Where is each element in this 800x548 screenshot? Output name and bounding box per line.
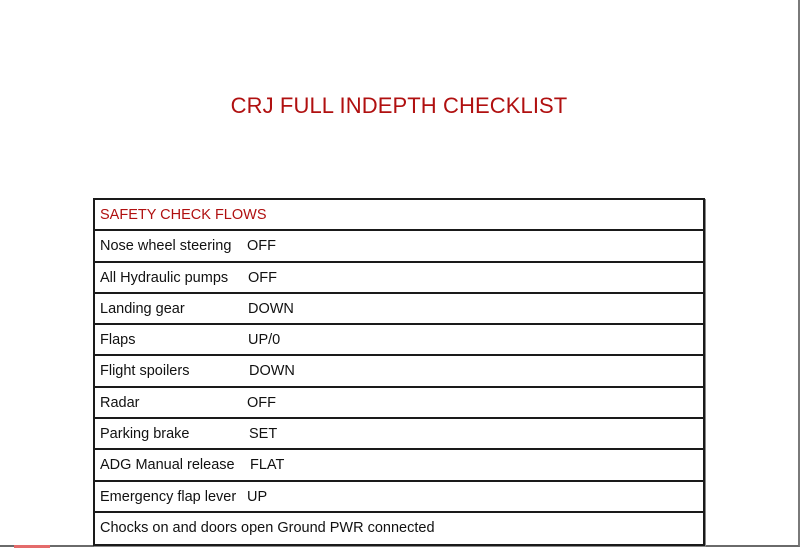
checklist-row [95,482,703,513]
checklist-item-value: UP [247,488,268,505]
checklist-item-value: OFF [248,269,277,286]
checklist-row [95,356,703,387]
checklist-item-label: Landing gear [100,300,185,317]
checklist-item-label: Emergency flap lever [100,488,237,505]
checklist-table [93,198,705,546]
checklist-item-label: Chocks on and doors open Ground PWR connected [100,519,435,536]
checklist-row [95,388,703,419]
checklist-item-value: DOWN [249,363,295,380]
checklist-row [95,231,703,262]
checklist-row [95,325,703,356]
checklist-item-label: Flaps [100,332,136,349]
checklist-item-value: OFF [247,238,276,255]
checklist-item-label: Radar [100,394,140,411]
checklist-item-value: UP/0 [248,332,281,349]
checklist-item-label: Flight spoilers [100,363,190,380]
checklist-item-label: Parking brake [100,426,190,443]
checklist-row [95,263,703,294]
checklist-item-label: All Hydraulic pumps [100,269,229,286]
checklist-row [95,419,703,450]
page-title: CRJ FULL INDEPTH CHECKLIST [230,93,568,118]
checklist-row [95,513,703,544]
section-header: SAFETY CHECK FLOWS [100,207,267,223]
checklist-item-label: Nose wheel steering [100,238,232,255]
checklist-item-value: SET [249,426,278,443]
checklist-item-value: OFF [247,394,276,411]
checklist-row [95,450,703,481]
section-header-row [95,200,703,231]
checklist-row [95,294,703,325]
checklist-item-value: DOWN [248,300,294,317]
checklist-item-label: ADG Manual release [100,457,235,474]
checklist-item-value: FLAT [250,457,285,474]
